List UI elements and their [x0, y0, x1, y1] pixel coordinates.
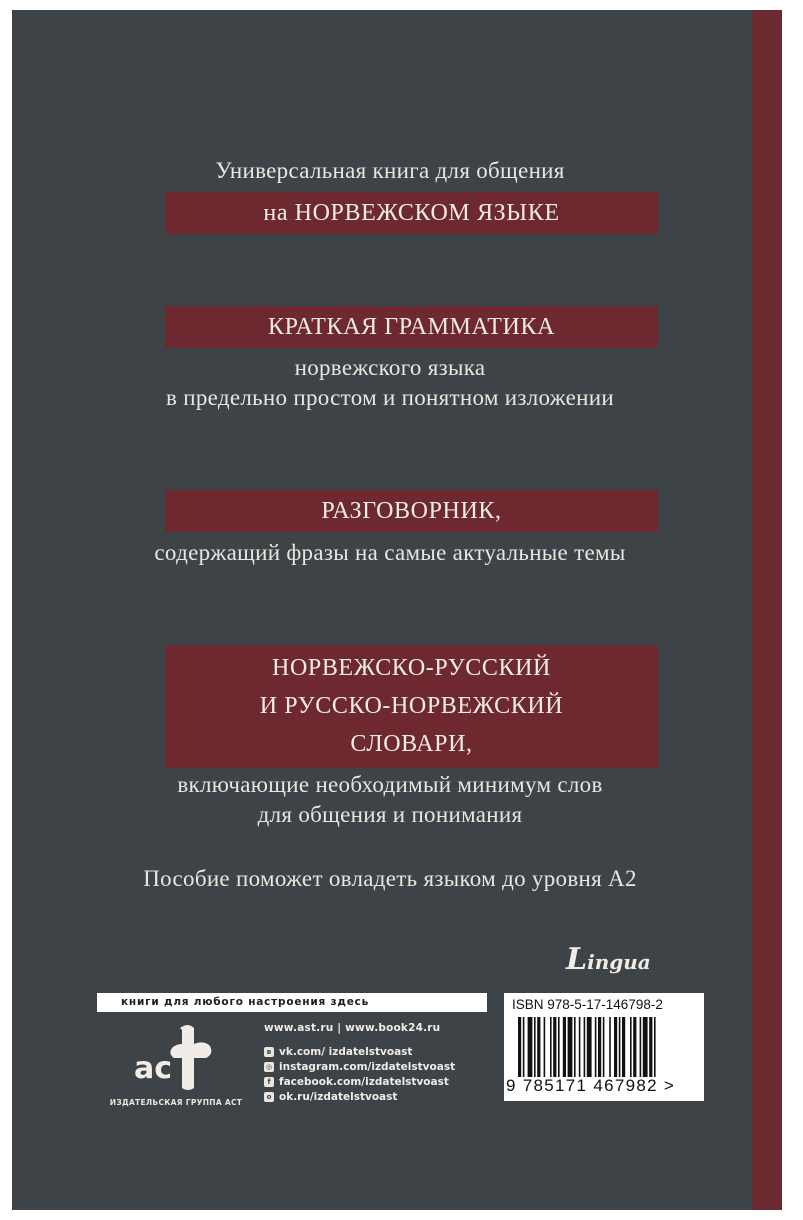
barcode-bar	[544, 1017, 546, 1077]
phrasebook-line: содержащий фразы на самые актуальные темы	[154, 540, 626, 565]
headline-text: Универсальная книга для общения	[215, 158, 565, 183]
instagram-link-text: instagram.com/izdatelstvoast	[279, 1060, 456, 1073]
odnoklassniki-icon: о	[264, 1092, 274, 1102]
facebook-icon: f	[264, 1077, 274, 1087]
barcode-bar	[630, 1017, 632, 1077]
ok-link[interactable]	[264, 1089, 455, 1104]
barcode-bar	[598, 1017, 601, 1077]
barcode-bar	[622, 1017, 625, 1077]
lingua-logo-rest: ingua	[587, 950, 651, 974]
dictionary-band-line-2: И РУССКО-НОРВЕЖСКИЙ	[259, 693, 564, 719]
vk-link-text: vk.com/ izdatelstvoast	[279, 1045, 413, 1058]
facebook-link-text: facebook.com/izdatelstvoast	[279, 1075, 449, 1088]
publisher-label: ИЗДАТЕЛЬСКАЯ ГРУППА АСТ	[109, 1098, 243, 1107]
dictionary-band	[165, 645, 658, 768]
barcode-bar	[574, 1017, 576, 1077]
barcode-bar	[534, 1017, 536, 1077]
ast-logo-icon	[130, 1022, 220, 1092]
barcode-bar	[550, 1017, 552, 1077]
grammar-line-1: норвежского языка	[294, 355, 486, 380]
instagram-icon: ◎	[265, 1062, 273, 1071]
barcode-bar	[563, 1017, 566, 1077]
barcode-bar	[609, 1017, 611, 1077]
vk-link[interactable]	[264, 1044, 455, 1059]
svg-text:ac: ac	[134, 1051, 173, 1086]
facebook-link[interactable]	[264, 1074, 455, 1089]
grammar-band: КРАТКАЯ ГРАММАТИКА	[165, 306, 658, 348]
isbn-digits: 9 785171 467982 >	[506, 1076, 676, 1095]
barcode-bar	[649, 1017, 652, 1077]
headline-band: на НОРВЕЖСКОМ ЯЗЫКЕ	[165, 192, 658, 234]
dictionary-line-2: для общения и понимания	[257, 802, 523, 827]
barcode-bar	[518, 1017, 521, 1077]
barcode-bar	[614, 1017, 617, 1077]
website-links[interactable]: www.ast.ru | www.book24.ru	[264, 1022, 441, 1034]
barcode-bar	[528, 1017, 533, 1077]
barcode-bar	[523, 1017, 525, 1077]
isbn-block	[504, 993, 704, 1101]
barcode-bar	[603, 1017, 605, 1077]
dictionary-band-line-3: СЛОВАРИ,	[350, 731, 473, 757]
barcode-bar	[537, 1017, 540, 1077]
grammar-line-2: в предельно простом и понятном изложении	[166, 385, 614, 410]
barcode-bar	[640, 1017, 642, 1077]
barcode-bar	[619, 1017, 621, 1077]
publisher-links	[264, 1022, 455, 1104]
barcode-bar	[633, 1017, 636, 1077]
lingua-logo	[566, 942, 651, 977]
dictionary-band-line-1: НОРВЕЖСКО-РУССКИЙ	[272, 655, 551, 681]
barcode-bar	[584, 1017, 586, 1077]
isbn-label: ISBN 978-5-17-146798-2	[512, 997, 663, 1012]
barcode-bar	[587, 1017, 592, 1077]
barcode-bar	[579, 1017, 581, 1077]
phrasebook-band: РАЗГОВОРНИК,	[165, 490, 658, 532]
barcode-bar	[558, 1017, 560, 1077]
level-note: Пособие поможет овладеть языком до уровня A2	[143, 866, 637, 891]
barcode-bar	[568, 1017, 573, 1077]
barcode-icon	[518, 1017, 698, 1077]
ok-link-text: ok.ru/izdatelstvoast	[279, 1090, 398, 1103]
spine-strip	[752, 10, 782, 1210]
barcode-bar	[654, 1017, 656, 1077]
barcode-bar	[595, 1017, 597, 1077]
barcode-bar	[553, 1017, 556, 1077]
vk-icon: в	[264, 1047, 274, 1057]
instagram-link[interactable]	[264, 1059, 455, 1074]
lingua-logo-initial: L	[566, 942, 588, 977]
tagline-strip: книги для любого настроения здесь	[97, 993, 487, 1012]
barcode-bar	[643, 1017, 648, 1077]
dictionary-line-1: включающие необходимый минимум слов	[177, 772, 603, 797]
